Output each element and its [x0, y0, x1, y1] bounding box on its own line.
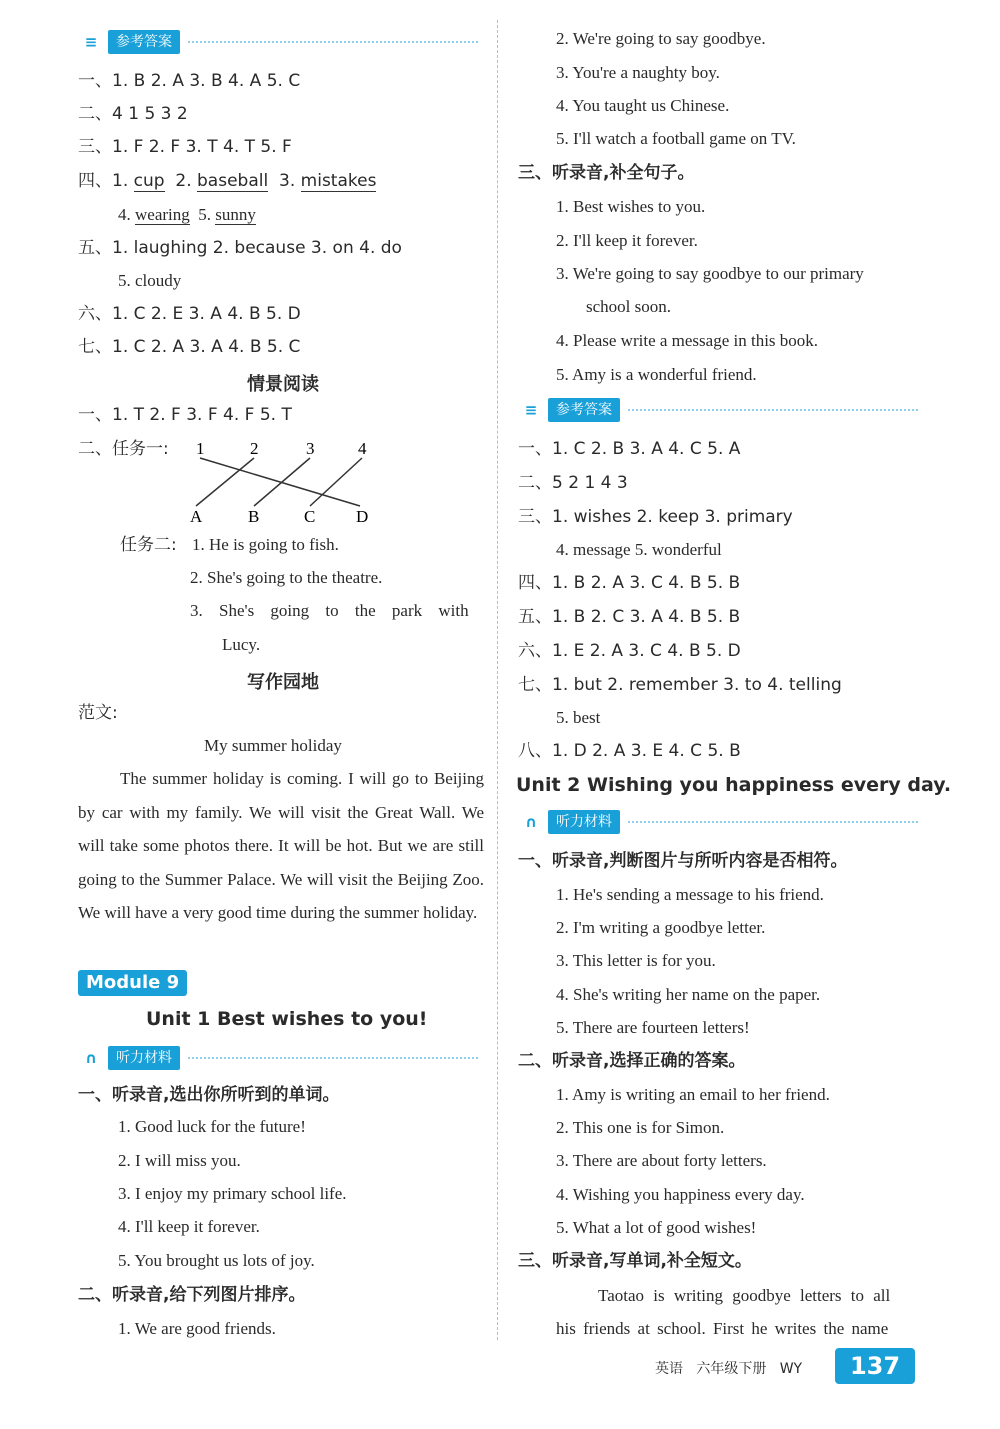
- question-title: 一、听录音,判断图片与所听内容是否相符。: [518, 851, 848, 871]
- task2-line: 2. She's going to the theatre.: [190, 568, 383, 587]
- question-title: 三、听录音,补全句子。: [518, 163, 695, 183]
- reading-title: 情景阅读: [247, 374, 319, 395]
- essay-body: The summer holiday is coming. I will go to Beijing by car with my family. We will visit the Great Wall. We will take some photos there. It will be hot. But we are still going to the Summer Palace. We will visit the Beijing Zoo. We will have a very good time during the summer holiday.: [78, 769, 484, 922]
- list-item: 2. We're going to say goodbye.: [556, 29, 766, 48]
- answer-line: 二、5 2 1 4 3: [518, 473, 628, 493]
- answer-icon: ≡: [524, 401, 538, 419]
- task2-label: 任务二:: [120, 535, 177, 555]
- list-item: 4. I'll keep it forever.: [118, 1217, 260, 1236]
- answer-line: 三、1. wishes 2. keep 3. primary: [518, 507, 793, 527]
- headphone-icon: ∩: [84, 1049, 98, 1067]
- list-item: 3. There are about forty letters.: [556, 1151, 767, 1170]
- listening-header: ∩ 听力材料: [78, 1046, 478, 1070]
- answer-line: 一、1. B 2. A 3. B 4. A 5. C: [78, 71, 301, 91]
- match-bottom-b: B: [248, 507, 260, 526]
- list-item: 1. Good luck for the future!: [118, 1117, 306, 1136]
- answers-header: ≡ 参考答案: [518, 398, 918, 422]
- answer-line: 一、1. T 2. F 3. F 4. F 5. T: [78, 405, 292, 425]
- answer-line: 八、1. D 2. A 3. E 4. C 5. B: [518, 741, 741, 761]
- footer-grade: 六年级下册: [696, 1361, 767, 1377]
- question-title: 三、听录音,写单词,补全短文。: [518, 1251, 752, 1271]
- list-item: 1. Amy is writing an email to her friend.: [556, 1085, 830, 1104]
- answer-line: 四、1. B 2. A 3. C 4. B 5. B: [518, 573, 741, 593]
- answer-line: 七、1. but 2. remember 3. to 4. telling: [518, 675, 842, 695]
- unit1-title: Unit 1 Best wishes to you!: [146, 1008, 428, 1030]
- answer-line: 4. message 5. wonderful: [556, 540, 722, 559]
- answer-line: 六、1. C 2. E 3. A 4. B 5. D: [78, 304, 301, 324]
- list-item: 3. I enjoy my primary school life.: [118, 1184, 347, 1203]
- module-badge: Module 9: [78, 970, 187, 996]
- task2-line: 1. He is going to fish.: [192, 535, 339, 554]
- match-top-1: 1: [196, 440, 205, 458]
- list-item: 2. This one is for Simon.: [556, 1118, 725, 1137]
- list-item: 4. She's writing her name on the paper.: [556, 985, 821, 1004]
- list-item: 2. I'll keep it forever.: [556, 231, 698, 250]
- answer-icon: ≡: [84, 33, 98, 51]
- match-top-2: 2: [250, 440, 259, 458]
- list-item: 4. Wishing you happiness every day.: [556, 1185, 805, 1204]
- answer-line: 六、1. E 2. A 3. C 4. B 5. D: [518, 641, 741, 661]
- headphone-icon: ∩: [524, 813, 538, 831]
- listening-header: ∩ 听力材料: [518, 810, 918, 834]
- footer-edition: WY: [779, 1361, 803, 1377]
- answer-line: 4. wearing 5. sunny: [118, 205, 256, 224]
- answer-line: 5. cloudy: [118, 271, 182, 290]
- passage-line: his friends at school. First he writes the name: [556, 1319, 889, 1338]
- list-item: 5. You brought us lots of joy.: [118, 1251, 315, 1270]
- list-item: 1. He's sending a message to his friend.: [556, 885, 824, 904]
- list-item: 5. There are fourteen letters!: [556, 1018, 750, 1037]
- answer-line: 七、1. C 2. A 3. A 4. B 5. C: [78, 337, 301, 357]
- list-item: 1. We are good friends.: [118, 1319, 276, 1338]
- page-footer: [655, 1358, 802, 1378]
- task2-line: Lucy.: [222, 635, 261, 654]
- match-top-3: 3: [306, 440, 315, 458]
- list-item: 2. I will miss you.: [118, 1151, 241, 1170]
- question-title: 二、听录音,选择正确的答案。: [518, 1051, 746, 1071]
- answer-line: 四、1. cup 2. baseball 3. mistakes: [78, 171, 377, 191]
- list-item: 3. We're going to say goodbye to our primary: [556, 264, 864, 283]
- task2-line: 3. She's going to the park with: [190, 601, 469, 620]
- list-item: 2. I'm writing a goodbye letter.: [556, 918, 766, 937]
- list-item: 5. What a lot of good wishes!: [556, 1218, 757, 1237]
- match-bottom-d: D: [356, 507, 369, 526]
- match-line-3-b: [254, 458, 310, 506]
- answer-line: 二、4 1 5 3 2: [78, 104, 188, 124]
- list-item: 3. This letter is for you.: [556, 951, 716, 970]
- answer-line: 五、1. B 2. C 3. A 4. B 5. B: [518, 607, 741, 627]
- answer-line: 一、1. C 2. B 3. A 4. C 5. A: [518, 439, 741, 459]
- answers-header: ≡ 参考答案: [78, 30, 478, 54]
- list-item: school soon.: [586, 297, 671, 316]
- match-top-4: 4: [358, 440, 367, 458]
- column-divider: [497, 20, 498, 1340]
- task1-label: 二、任务一:: [78, 439, 169, 459]
- passage-line: Taotao is writing goodbye letters to all: [598, 1286, 891, 1305]
- unit2-title: Unit 2 Wishing you happiness every day.: [516, 774, 952, 796]
- essay-title: My summer holiday: [204, 736, 342, 755]
- list-item: 3. You're a naughty boy.: [556, 63, 720, 82]
- page-number: 137: [835, 1348, 915, 1384]
- answer-line: 五、1. laughing 2. because 3. on 4. do: [78, 238, 402, 258]
- answer-line: 5. best: [556, 708, 601, 727]
- list-item: 4. Please write a message in this book.: [556, 331, 819, 350]
- list-item: 4. You taught us Chinese.: [556, 96, 730, 115]
- question-title: 一、听录音,选出你所听到的单词。: [78, 1085, 340, 1105]
- match-bottom-c: C: [304, 507, 316, 526]
- answer-line: 三、1. F 2. F 3. T 4. T 5. F: [78, 137, 292, 157]
- writing-title: 写作园地: [247, 672, 319, 693]
- list-item: 5. Amy is a wonderful friend.: [556, 365, 757, 384]
- question-title: 二、听录音,给下列图片排序。: [78, 1285, 306, 1305]
- list-item: 5. I'll watch a football game on TV.: [556, 129, 796, 148]
- list-item: 1. Best wishes to you.: [556, 197, 706, 216]
- footer-subject: 英语: [655, 1361, 683, 1377]
- match-bottom-a: A: [190, 507, 203, 526]
- matching-diagram: [178, 440, 478, 530]
- sample-label: 范文:: [78, 703, 118, 723]
